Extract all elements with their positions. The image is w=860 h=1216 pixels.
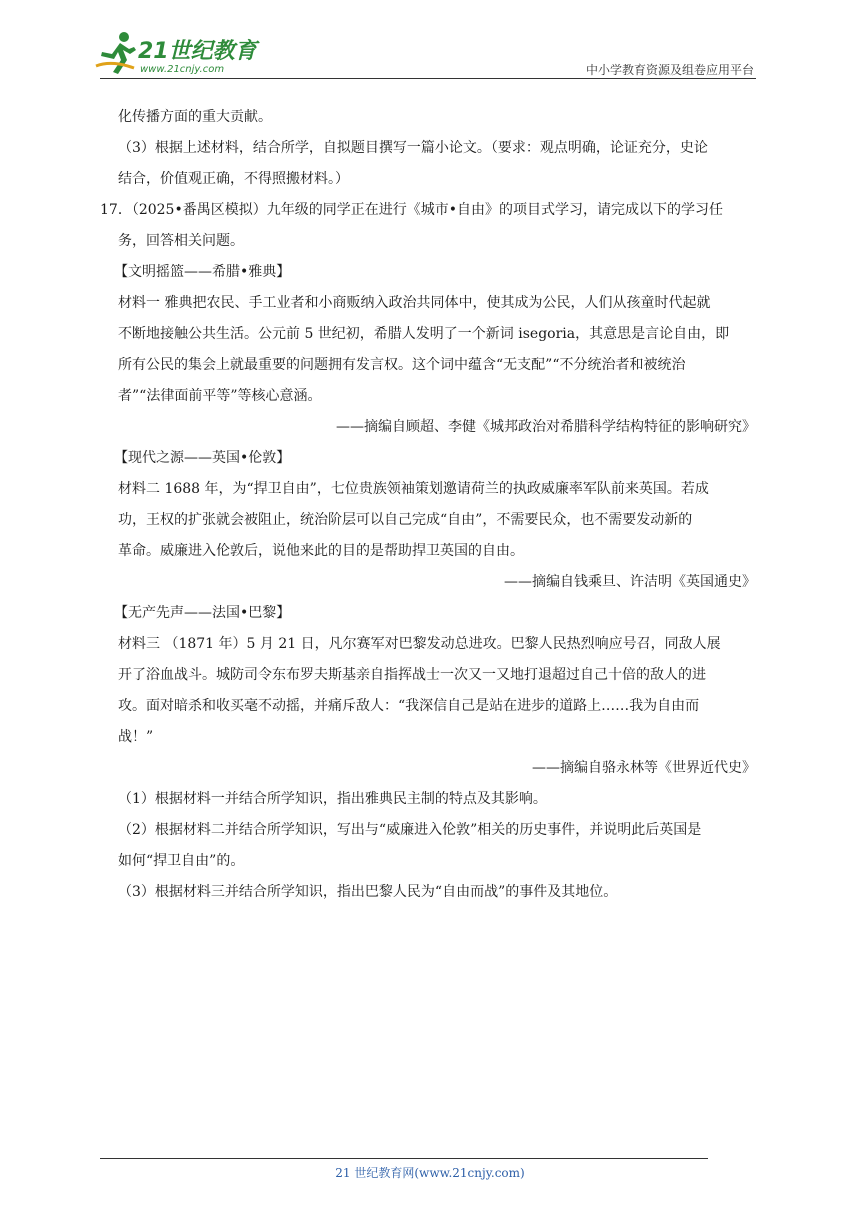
sub-question-1: （1）根据材料一并结合所学知识，指出雅典民主制的特点及其影响。 (118, 791, 547, 807)
footer-divider (100, 1158, 708, 1159)
material-3: 材料三 （1871 年）5 月 21 日，凡尔赛军对巴黎发动总进攻。巴黎人民热烈响应号召，同敌人展 (118, 636, 721, 652)
text-line: 功，王权的扩张就会被阻止，统治阶层可以自己完成“自由”，不需要民众，也不需要发动新的 (118, 512, 693, 528)
material-1: 材料一 雅典把农民、手工业者和小商贩纳入政治共同体中，使其成为公民，人们从孩童时代起就 (118, 295, 711, 311)
text-line: 不断地接触公共生活。公元前 5 世纪初，希腊人发明了一个新词 isegoria，其意思是言论自由，即 (118, 326, 730, 342)
source-citation-1: ——摘编自顾超、李健《城邦政治对希腊科学结构特征的影响研究》 (336, 419, 756, 435)
text-line: 化传播方面的重大贡献。 (118, 109, 272, 125)
sub-question-2: （2）根据材料二并结合所学知识，写出与“威廉进入伦敦”相关的历史事件，并说明此后英国是 (118, 822, 702, 838)
header-divider (100, 78, 756, 79)
logo-text: 21世纪教育 (138, 39, 257, 64)
section-heading-paris: 【无产先声——法国•巴黎】 (114, 605, 291, 621)
platform-name: 中小学教育资源及组卷应用平台 (585, 63, 754, 77)
text-line: 所有公民的集会上就最重要的问题拥有发言权。这个词中蕴含“无支配”“不分统治者和被统治 (118, 357, 686, 373)
section-heading-athens: 【文明摇篮——希腊•雅典】 (114, 264, 291, 280)
text-line: 攻。面对暗杀和收买毫不动摇，并痛斥敌人：“我深信自己是站在进步的道路上……我为自由而 (118, 698, 700, 714)
question-17-title: 17．（2025•番禺区模拟）九年级的同学正在进行《城市•自由》的项目式学习，请完成以下的学习任 (100, 202, 723, 218)
question-3-prompt: （3）根据上述材料，结合所学，自拟题目撰写一篇小论文。（要求：观点明确，论证充分，史论 (118, 140, 708, 156)
sub-question-3: （3）根据材料三并结合所学知识，指出巴黎人民为“自由而战”的事件及其地位。 (118, 884, 618, 900)
section-heading-london: 【现代之源——英国•伦敦】 (114, 450, 291, 466)
text-line: 战！” (118, 729, 154, 745)
material-2: 材料二 1688 年，为“捍卫自由”，七位贵族领袖策划邀请荷兰的执政威廉率军队前来英国。若成 (118, 481, 709, 497)
site-logo[interactable] (94, 30, 264, 80)
text-line: 开了浴血战斗。城防司令东布罗夫斯基亲自指挥战士一次又一又地打退超过自己十倍的敌人的进 (118, 667, 706, 683)
source-citation-3: ——摘编自骆永林等《世界近代史》 (532, 760, 756, 776)
document-body (100, 102, 760, 908)
text-line: 者”“法律面前平等”等核心意涵。 (118, 388, 322, 404)
text-line: 务，回答相关问题。 (118, 233, 244, 249)
text-line: 革命。威廉进入伦敦后，说他来此的目的是帮助捍卫英国的自由。 (118, 543, 524, 559)
footer-link[interactable]: 21 世纪教育网(www.21cnjy.com) (335, 1166, 525, 1180)
page-header (0, 0, 860, 80)
text-line: 结合，价值观正确，不得照搬材料。） (118, 171, 349, 187)
text-line: 如何“捍卫自由”的。 (118, 853, 245, 869)
logo-url: www.21cnjy.com (140, 64, 225, 75)
runner-logo-icon (94, 30, 144, 76)
source-citation-2: ——摘编自钱乘旦、许洁明《英国通史》 (504, 574, 756, 590)
